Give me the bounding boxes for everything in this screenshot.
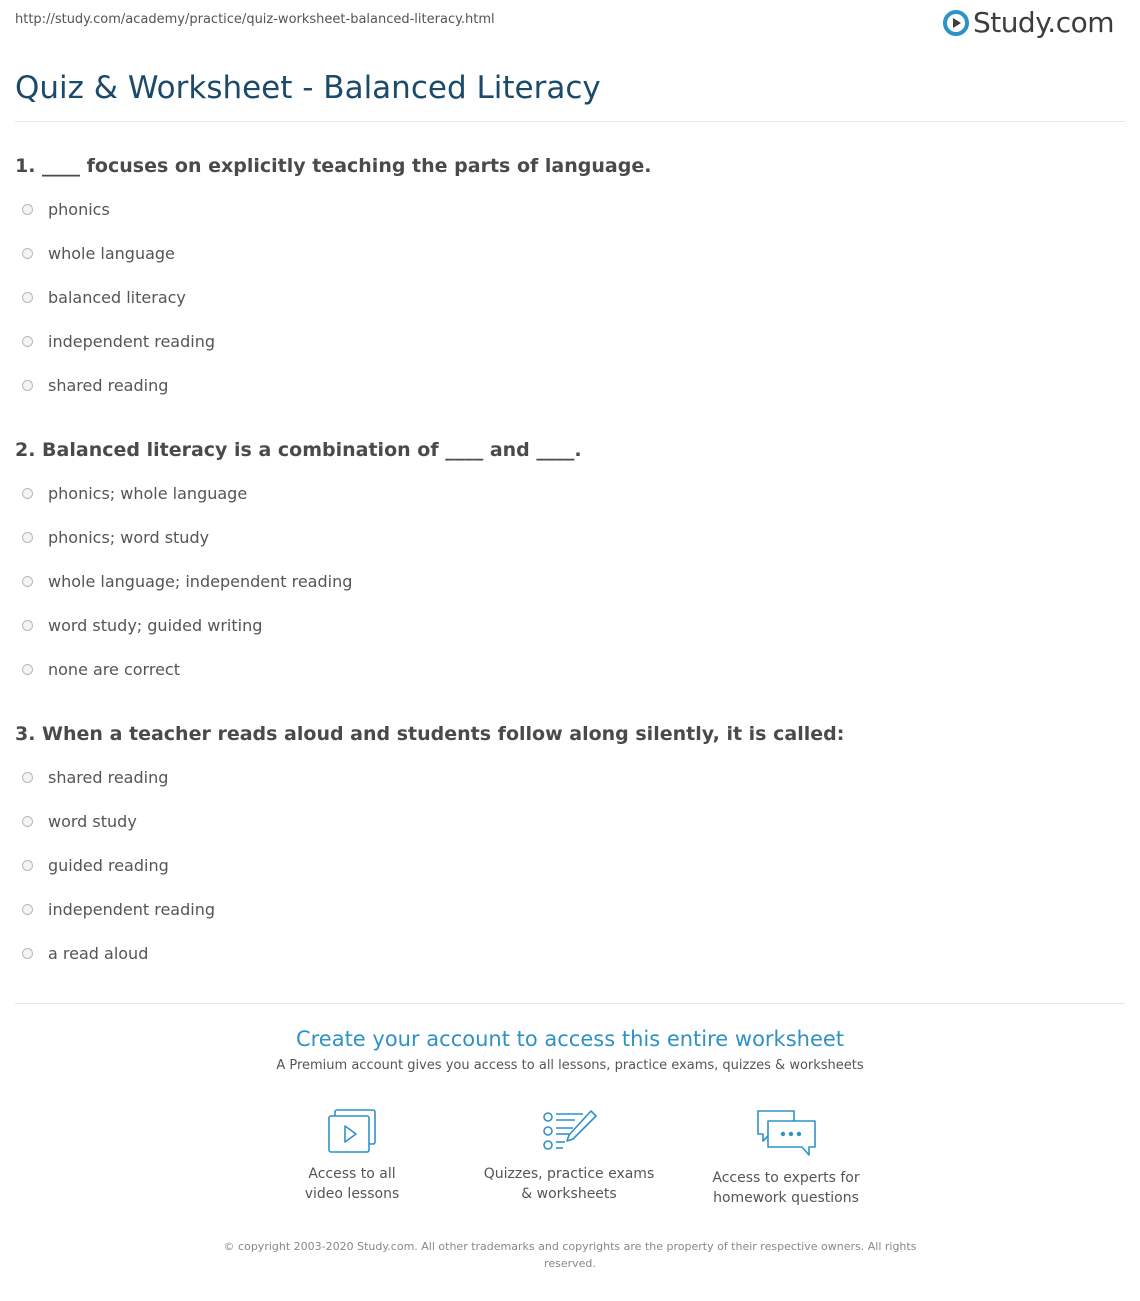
question-1: 1. ____ focuses on explicitly teaching the parts of language.	[15, 155, 652, 177]
feature-experts	[686, 1108, 886, 1208]
option-label: shared reading	[48, 768, 169, 787]
logo-text: Study.com	[972, 6, 1114, 39]
radio-button[interactable]	[22, 620, 33, 631]
radio-button[interactable]	[22, 664, 33, 675]
option-label: shared reading	[48, 376, 169, 395]
question-1-option-4[interactable]	[22, 332, 215, 351]
create-account-link[interactable]: Create your account to access this entire worksheet	[295, 1027, 845, 1051]
question-3-option-5[interactable]	[22, 944, 148, 963]
feature-video-lessons	[252, 1108, 452, 1204]
premium-description: A Premium account gives you access to all lessons, practice exams, quizzes & worksheets	[276, 1058, 864, 1073]
option-label: whole language	[48, 244, 175, 263]
question-3: 3. When a teacher reads aloud and students follow along silently, it is called:	[15, 723, 845, 745]
radio-button[interactable]	[22, 948, 33, 959]
question-3-option-3[interactable]	[22, 856, 169, 875]
feature-label: Access to experts for homework questions	[712, 1170, 860, 1206]
video-lessons-icon	[327, 1108, 377, 1154]
option-label: phonics	[48, 200, 110, 219]
question-2-option-5[interactable]	[22, 660, 180, 679]
option-label: word study; guided writing	[48, 616, 263, 635]
radio-button[interactable]	[22, 336, 33, 347]
option-label: a read aloud	[48, 944, 149, 963]
option-label: independent reading	[48, 900, 215, 919]
quiz-checklist-icon	[541, 1108, 597, 1154]
question-2: 2. Balanced literacy is a combination of ____ and ____.	[15, 439, 582, 461]
question-3-option-1[interactable]	[22, 768, 168, 787]
feature-quizzes	[469, 1108, 669, 1204]
study-logo[interactable]	[943, 6, 1114, 39]
question-2-option-4[interactable]	[22, 616, 262, 635]
option-label: word study	[48, 812, 137, 831]
radio-button[interactable]	[22, 204, 33, 215]
question-2-option-2[interactable]	[22, 528, 209, 547]
option-label: phonics; whole language	[48, 484, 248, 503]
radio-button[interactable]	[22, 292, 33, 303]
option-label: whole language; independent reading	[48, 572, 353, 591]
question-2-option-1[interactable]	[22, 484, 247, 503]
radio-button[interactable]	[22, 532, 33, 543]
feature-label: Quizzes, practice exams & worksheets	[483, 1166, 655, 1202]
question-3-option-2[interactable]	[22, 812, 137, 831]
question-1-option-5[interactable]	[22, 376, 168, 395]
option-label: none are correct	[48, 660, 180, 679]
page-url: http://study.com/academy/practice/quiz-worksheet-balanced-literacy.html	[15, 12, 495, 27]
question-1-option-2[interactable]	[22, 244, 175, 263]
question-2-option-3[interactable]	[22, 572, 352, 591]
page-title: Quiz & Worksheet - Balanced Literacy	[15, 70, 601, 106]
radio-button[interactable]	[22, 248, 33, 259]
chat-bubbles-icon	[754, 1108, 818, 1158]
option-label: independent reading	[48, 332, 215, 351]
radio-button[interactable]	[22, 816, 33, 827]
feature-label: Access to all video lessons	[304, 1166, 400, 1202]
radio-button[interactable]	[22, 860, 33, 871]
section-divider	[15, 1003, 1125, 1004]
radio-button[interactable]	[22, 904, 33, 915]
option-label: guided reading	[48, 856, 169, 875]
option-label: phonics; word study	[48, 528, 210, 547]
play-circle-icon	[943, 10, 969, 36]
question-3-option-4[interactable]	[22, 900, 215, 919]
title-divider	[15, 121, 1125, 122]
question-1-option-1[interactable]	[22, 200, 110, 219]
radio-button[interactable]	[22, 772, 33, 783]
radio-button[interactable]	[22, 488, 33, 499]
radio-button[interactable]	[22, 576, 33, 587]
option-label: balanced literacy	[48, 288, 186, 307]
radio-button[interactable]	[22, 380, 33, 391]
question-1-option-3[interactable]	[22, 288, 186, 307]
copyright-footer: © copyright 2003-2020 Study.com. All other trademarks and copyrights are the property of their respective owners. All rights reserved.	[223, 1240, 917, 1270]
